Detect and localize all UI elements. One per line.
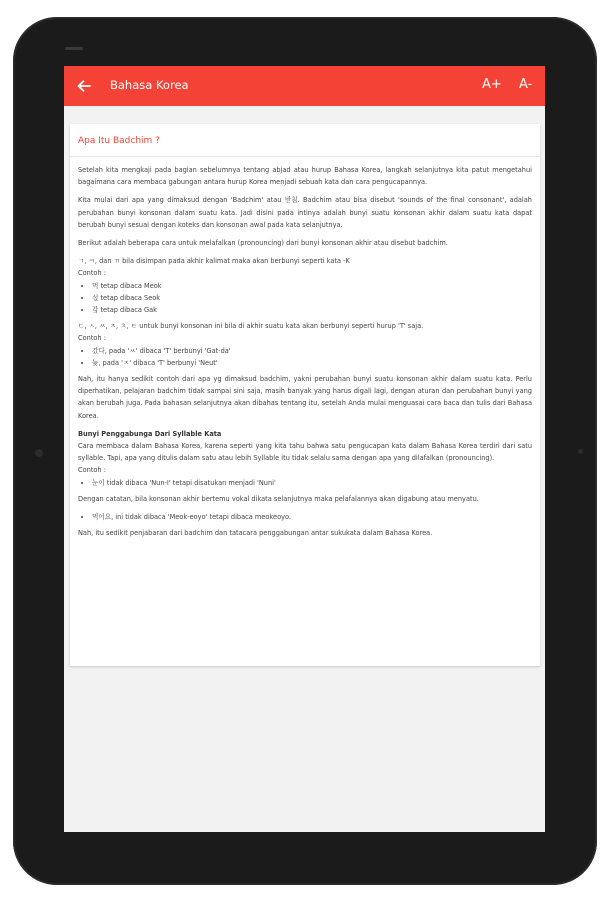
font-increase-button[interactable]: A+ — [482, 77, 502, 92]
example-list — [78, 477, 532, 489]
heading-divider — [70, 156, 540, 157]
app-bar — [64, 66, 545, 106]
paragraph: ㄷ, ㅅ, ㅆ, ㅈ, ㅊ, ㅌ untuk bunyi konsonan ini bila di akhir suatu kata akan berbunyi seperti hurup 'T' saja. — [78, 322, 424, 331]
article-card — [70, 124, 540, 666]
example-label: Contoh : — [78, 334, 106, 343]
font-decrease-button[interactable]: A- — [519, 77, 533, 92]
paragraph: Cara membaca dalam Bahasa Korea, karena seperti yang kita tahu bahwa satu pengucapan kata dalam Bahasa Korea terdiri dari satu syllable. Tapi, apa yang ditulis dalam satu atau lebih Syllable itu tidak selalu sama dengan apa yang dilafalkan (pronouncing). — [78, 442, 532, 463]
paragraph: Setelah kita mengkaji pada bagian sebelumnya tentang abjad atau hurup Bahasa Korea, langkah selanjutnya kita patut mengetahui bagaimana cara membaca gabungan antara hurup Korea menjadi sebuah kata dan cara pengucapannya. — [78, 166, 532, 187]
list-item: • 갔다, pada 'ㅆ' dibaca 'T' berbunyi 'Gat-da' — [92, 345, 532, 357]
list-item: • 눈이 tidak dibaca 'Nun-I' tetapi disatukan menjadi 'Nuni' — [92, 477, 532, 489]
article-body — [78, 164, 532, 545]
camera-dot — [35, 449, 43, 457]
list-item: • 먹 tetap dibaca Meok — [92, 280, 532, 292]
list-item: • 늦, pada 'ㅈ' dibaca 'T' berbunyi 'Neut' — [92, 357, 532, 369]
paragraph: Nah, itu hanya sedikit contoh dari apa yg dimaksud badchim, yakni perubahan bunyi suatu konsonan akhir dalam suatu kata. Perlu diperhatikan, pelajaran badchim tidak sampai sini saja, masih banyak yang harus digali lagi, dengan aturan dan perubahan bunyi yang akan berubah juga. Pada bahasan selanjutnya akan dibahas tentang itu, setelah Anda mulai menguasai cara baca dan tulis dari Bahasa Korea. — [78, 375, 532, 420]
list-item: • 먹어요, ini tidak dibaca 'Meok-eoyo' tetapi dibaca meokeoyo. — [92, 511, 532, 523]
paragraph: Nah, itu sedikit penjabaran dari badchim dan tatacara penggabungan antar sukukata dalam Bahasa Korea. — [78, 529, 433, 538]
example-list — [78, 345, 532, 369]
article-heading: Apa Itu Badchim ? — [78, 136, 160, 146]
app-title: Bahasa Korea — [110, 78, 189, 92]
example-list — [78, 280, 532, 317]
list-item: • 갘 tetap dibaca Gak — [92, 304, 532, 316]
list-item: • 섟 tetap dibaca Seok — [92, 292, 532, 304]
example-label: Contoh : — [78, 269, 106, 278]
paragraph: Kita mulai dari apa yang dimaksud dengan 'Badchim' atau 받침. Badchim atau bisa disebut 'sounds of the final consonant', adalah perubahan bunyi konsonan dalam suatu kata. Jadi disini pada intinya adalah bunyi suatu konsonan akhir dalam suatu kata dapat berubah bunyi sesuai dengan koteks dan konsonan awal pada kata selanjutnya. — [78, 196, 532, 229]
subheading: Bunyi Penggabunga Dari Syllable Kata — [78, 429, 222, 438]
example-label: Contoh : — [78, 466, 106, 475]
back-arrow-icon[interactable] — [74, 76, 94, 96]
example-list — [78, 511, 532, 523]
paragraph: Dengan catatan, bila konsonan akhir bertemu vokal dikata selanjutnya maka pelafalannya akan digabung atau menyatu. — [78, 494, 479, 503]
paragraph: ㄱ, ㅋ, dan ㄲ bila disimpan pada akhir kalimat maka akan berbunyi seperti kata -K — [78, 257, 350, 266]
speaker-grille — [65, 47, 83, 50]
paragraph: Berikut adalah beberapa cara untuk melafalkan (pronouncing) dari bunyi konsonan akhir atau disebut badchim. — [78, 239, 448, 248]
screen — [64, 66, 545, 832]
sensor-dot — [578, 449, 583, 454]
